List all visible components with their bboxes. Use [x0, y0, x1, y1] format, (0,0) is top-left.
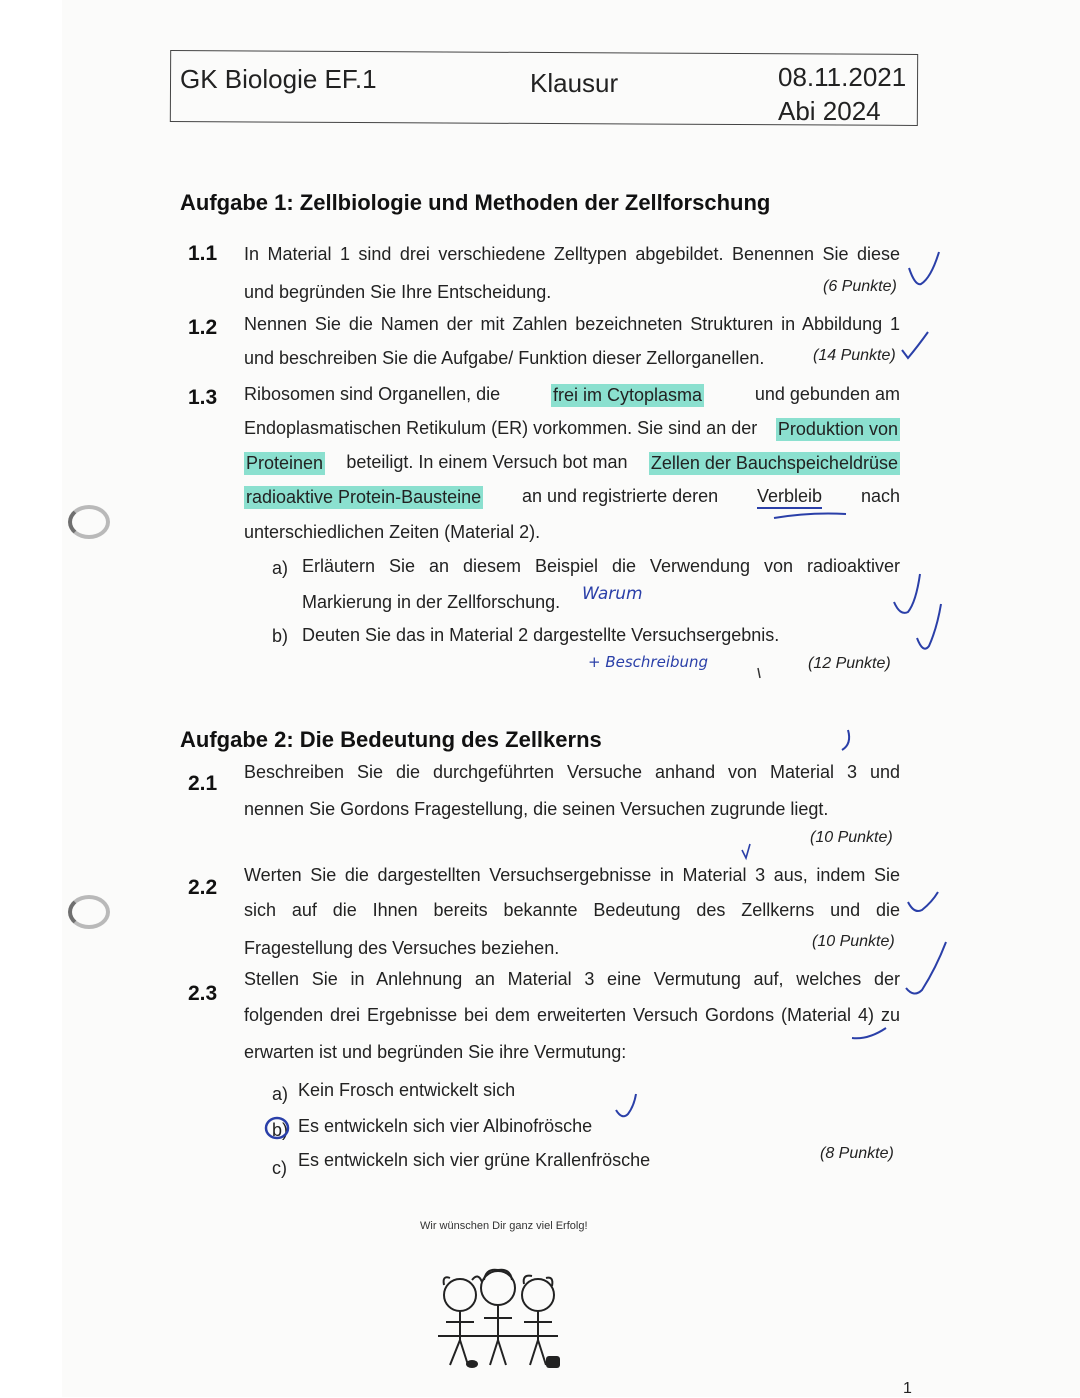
task-2-3-b: Es entwickeln sich vier Albinofrösche — [298, 1116, 593, 1136]
check-mark-icon — [905, 248, 945, 293]
task-1-2-line-2: und beschreiben Sie die Aufgabe/ Funktion dieser Zellorganellen. — [244, 348, 765, 368]
task-1-3-text-c: Endoplasmatischen Retikulum (ER) vorkommen. Sie sind an der — [244, 418, 758, 438]
task-1-3-points: (12 Punkte) — [808, 655, 891, 672]
task-2-3-line-2: folgenden drei Ergebnisse bei dem erweiterten Versuch Gordons (Material 4) zu — [244, 1005, 900, 1025]
verbleib-double-underline — [770, 506, 850, 524]
exam-type: Klausur — [530, 68, 619, 98]
abi-year: Abi 2024 — [778, 96, 881, 126]
binder-ring-top — [68, 505, 110, 539]
task-1-2-number: 1.2 — [188, 316, 218, 339]
aufgabe-1-title: Aufgabe 1: Zellbiologie und Methoden der Zellforschung — [180, 190, 771, 215]
task-1-3-text-e: an und registrierte deren — [522, 486, 719, 506]
highlight-proteinen: Proteinen — [246, 453, 324, 473]
highlight-radioaktive-protein-bausteine: radioaktive Protein-Bausteine — [246, 487, 482, 507]
task-1-3-line-3 — [244, 452, 900, 475]
task-2-2-line-3: Fragestellung des Versuches beziehen. — [244, 938, 560, 958]
check-mark-icon — [612, 1090, 642, 1122]
task-1-3-a-label: a) — [272, 558, 289, 578]
highlight-zellen-bauchspeicheldruese: Zellen der Bauchspeicheldrüse — [650, 453, 898, 473]
task-2-2-line-2: sich auf die Ihnen bereits bekannte Bedeutung des Zellkerns und die — [244, 900, 900, 920]
check-mark-icon — [915, 598, 945, 654]
task-1-3-b-label: b) — [272, 626, 289, 646]
task-1-2-line-1: Nennen Sie die Namen der mit Zahlen bezeichneten Strukturen in Abbildung 1 — [244, 314, 900, 334]
task-1-3-b-line: Deuten Sie das in Material 2 dargestellte Versuchsergebnis. — [302, 625, 780, 645]
task-1-2-points: (14 Punkte) — [813, 347, 896, 364]
aufgabe-2-title: Aufgabe 2: Die Bedeutung des Zellkerns — [180, 727, 602, 752]
tick-mark-icon — [754, 666, 764, 682]
task-1-1-line-1: In Material 1 sind drei verschiedene Zelltypen abgebildet. Benennen Sie diese — [244, 244, 900, 264]
task-1-3-text-b: und gebunden am — [754, 384, 900, 404]
task-2-3-a: Kein Frosch entwickelt sich — [298, 1080, 516, 1100]
task-1-3-text-a: Ribosomen sind Organellen, die — [244, 384, 501, 404]
binder-ring-bottom — [68, 895, 110, 929]
task-1-3-line-5: unterschiedlichen Zeiten (Material 2). — [244, 522, 541, 542]
task-2-3-c: Es entwickeln sich vier grüne Krallenfrösche — [298, 1150, 651, 1170]
page-number: 1 — [903, 1380, 912, 1397]
check-mark-icon — [738, 840, 756, 864]
task-2-1-line-2: nennen Sie Gordons Fragestellung, die seinen Versuchen zugrunde liegt. — [244, 799, 829, 819]
task-2-3-a-label: a) — [272, 1084, 289, 1104]
handwritten-warum: Warum — [582, 584, 643, 604]
check-mark-icon — [896, 324, 936, 364]
check-mark-icon — [900, 938, 952, 1000]
task-2-3-c-label: c) — [272, 1158, 287, 1178]
circled-b-mark — [263, 1114, 291, 1142]
task-2-2-line-1: Werten Sie die dargestellten Versuchsergebnisse in Material 3 aus, indem Sie — [244, 865, 900, 885]
task-1-1-line-2: und begründen Sie Ihre Entscheidung. — [244, 282, 552, 302]
task-2-3-b-label: b) — [272, 1120, 289, 1140]
task-1-1-number: 1.1 — [188, 242, 218, 265]
check-mark-icon — [904, 888, 944, 918]
highlight-frei-im-cytoplasma: frei im Cytoplasma — [552, 385, 703, 405]
underlined-verbleib: Verbleib — [757, 486, 822, 509]
task-2-1-points: (10 Punkte) — [810, 829, 893, 846]
kids-drawing-illustration — [420, 1240, 570, 1380]
task-2-2-points: (10 Punkte) — [812, 933, 895, 950]
handwritten-beschreibung: + Beschreibung — [588, 653, 709, 671]
task-2-3-number: 2.3 — [188, 982, 218, 1005]
course-name: GK Biologie EF.1 — [180, 64, 377, 94]
task-1-3-line-1 — [244, 384, 900, 407]
task-1-3-text-f: nach — [860, 486, 900, 506]
task-1-3-a-line-1: Erläutern Sie an diesem Beispiel die Verwendung von radioaktiver — [302, 556, 900, 576]
task-1-3-number: 1.3 — [188, 386, 218, 409]
task-1-1-points: (6 Punkte) — [823, 278, 897, 295]
task-2-1-number: 2.1 — [188, 772, 218, 795]
task-1-3-line-2 — [244, 418, 900, 441]
task-2-3-line-1: Stellen Sie in Anlehnung an Material 3 eine Vermutung auf, welches der — [244, 969, 900, 989]
task-2-3-points: (8 Punkte) — [820, 1145, 894, 1162]
task-2-1-line-1: Beschreiben Sie die durchgeführten Versuche anhand von Material 3 und — [244, 762, 900, 782]
underline-mark — [848, 1024, 890, 1044]
task-1-3-text-d: beteiligt. In einem Versuch bot man — [346, 452, 628, 472]
good-luck-wish: Wir wünschen Dir ganz viel Erfolg! — [420, 1220, 588, 1232]
task-2-3-line-3: erwarten ist und begründen Sie ihre Vermutung: — [244, 1042, 627, 1062]
exam-date: 08.11.2021 — [778, 62, 907, 92]
task-1-3-a-line-2: Markierung in der Zellforschung. — [302, 592, 561, 612]
task-2-2-number: 2.2 — [188, 876, 218, 899]
check-mark-icon — [838, 726, 858, 754]
highlight-produktion-von: Produktion von — [777, 419, 898, 439]
